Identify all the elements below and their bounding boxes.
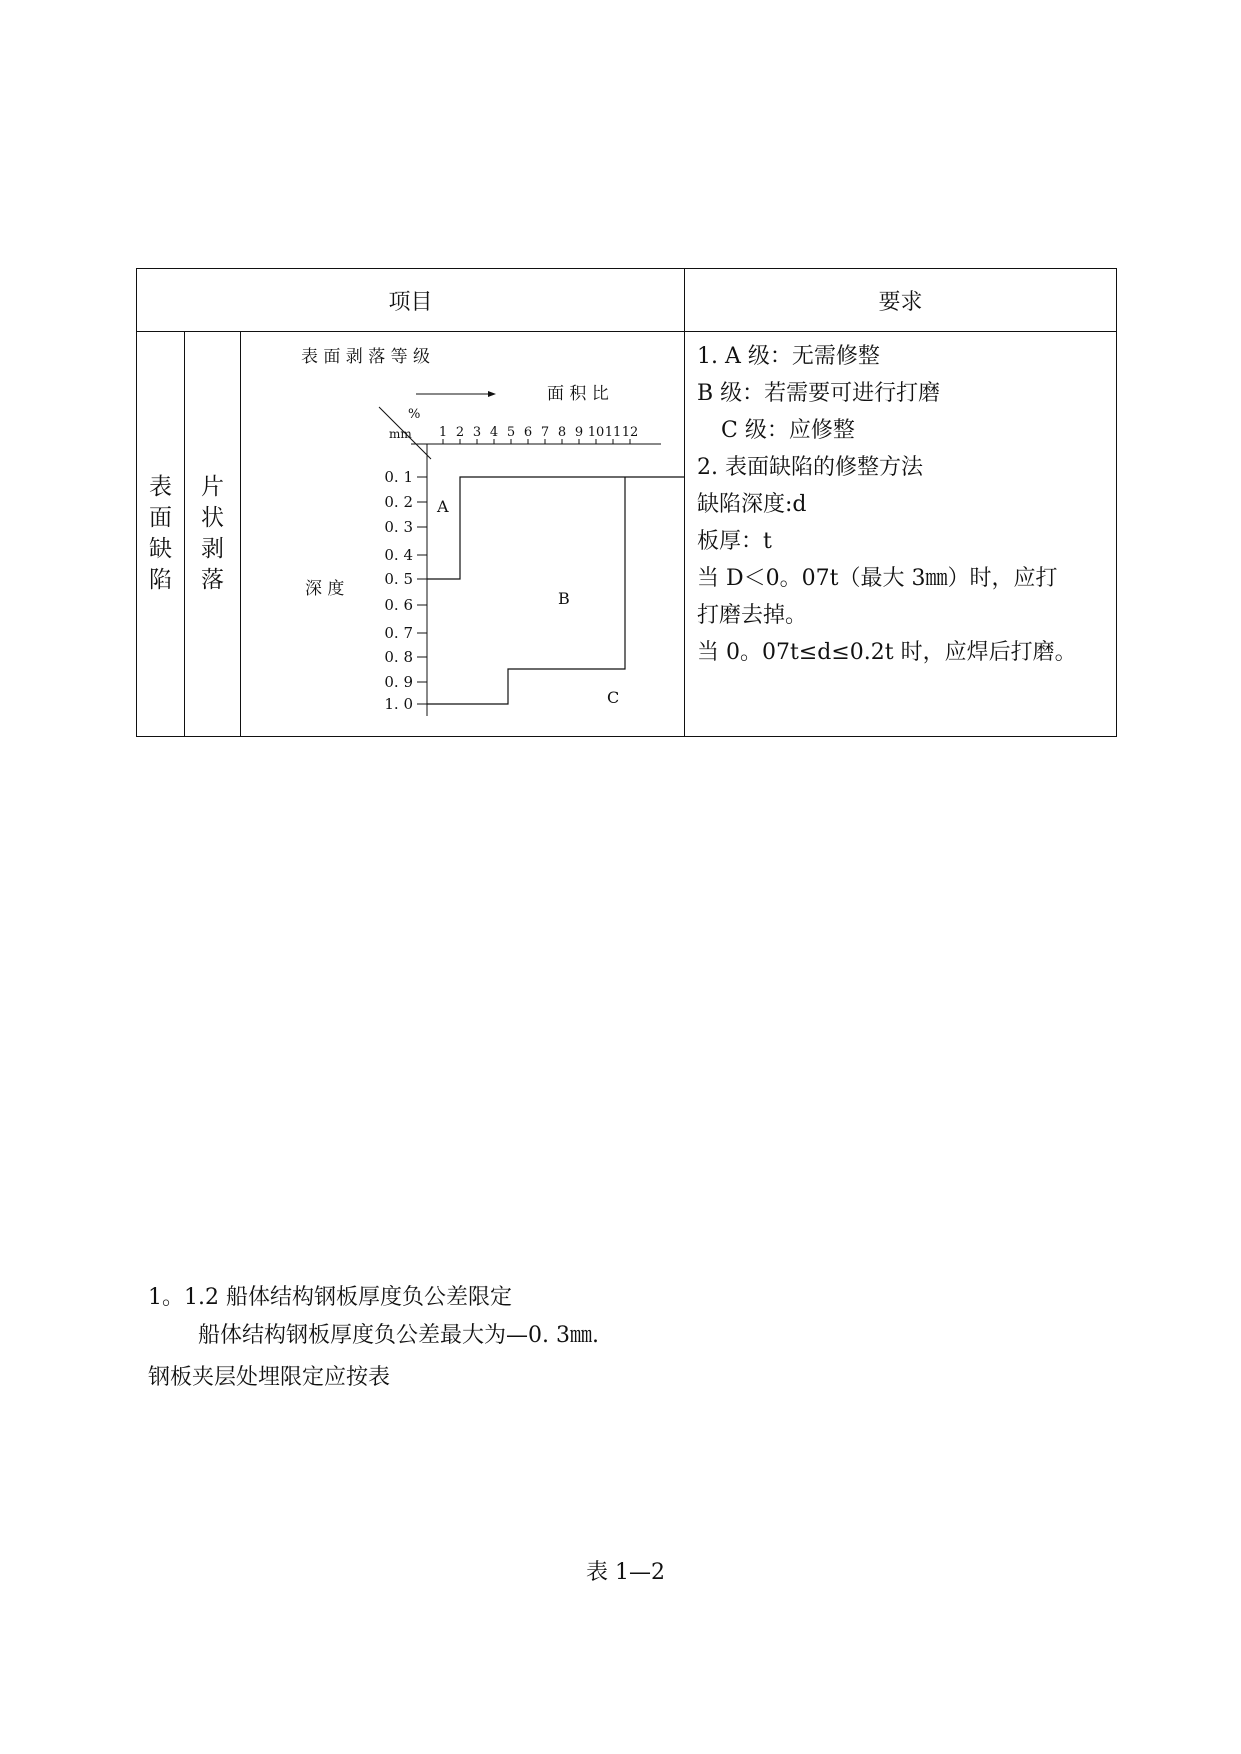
y-tick-labels [384, 468, 413, 713]
x-tick-label: 2 [455, 425, 465, 440]
requirements-cell [685, 332, 1117, 737]
subcategory-cell [185, 332, 241, 737]
requirement-line: 打磨去掉。 [697, 603, 808, 628]
x-tick-label: 7 [540, 425, 550, 440]
y-tick-label: 0. 8 [384, 648, 413, 666]
zone-label-a: A [437, 497, 449, 516]
section-heading: 1。1.2 船体结构钢板厚度负公差限定 [148, 1285, 512, 1310]
subcategory-char: 落 [201, 567, 224, 593]
zone-label-c: C [607, 688, 620, 707]
body-paragraph: 船体结构钢板厚度负公差最大为—0. 3㎜. [198, 1323, 599, 1348]
y-tick-label: 0. 4 [384, 546, 413, 564]
y-tick-label: 0. 6 [384, 596, 413, 614]
x-tick-label: 4 [489, 425, 499, 440]
x-tick-label: 6 [523, 425, 533, 440]
y-tick-label: 0. 5 [384, 570, 413, 588]
x-tick-labels [439, 425, 638, 440]
y-tick-marks [417, 477, 427, 704]
requirement-line: 2. 表面缺陷的修整方法 [697, 455, 923, 480]
zone-label-b: B [558, 589, 570, 608]
x-tick-label: 8 [557, 425, 567, 440]
x-tick-label: 9 [574, 425, 584, 440]
requirement-line: 当 0。07t≤d≤0.2t 时，应焊后打磨。 [697, 640, 1077, 665]
requirement-line: 1. A 级：无需修整 [697, 344, 880, 369]
unit-mm: mm [389, 427, 412, 441]
x-tick-label: 10 [587, 425, 605, 440]
defect-table [136, 268, 1117, 737]
diagram-title: 表 面 剥 落 等 级 [301, 347, 431, 367]
diagram-cell [241, 332, 685, 737]
x-tick-label: 1 [438, 425, 448, 440]
requirement-line: B 级：若需要可进行打磨 [697, 381, 941, 406]
subcategory-char: 剥 [201, 536, 224, 562]
subcategory-char: 状 [201, 505, 224, 531]
category-cell [137, 332, 185, 737]
x-tick-label: 11 [604, 425, 622, 440]
y-axis-title: 深 度 [305, 579, 345, 599]
subcategory-char: 片 [201, 474, 224, 500]
requirement-line: 当 D＜0。07t（最大 3㎜）时，应打 [697, 566, 1058, 591]
y-tick-label: 1. 0 [384, 695, 413, 713]
arrow-head-icon [488, 391, 496, 397]
header-item: 项目 [137, 269, 685, 332]
x-axis-title: 面 积 比 [547, 384, 609, 404]
x-tick-label: 12 [621, 425, 639, 440]
unit-percent: % [408, 407, 421, 422]
header-requirement: 要求 [685, 269, 1117, 332]
x-tick-label: 5 [506, 425, 516, 440]
category-char: 陷 [149, 567, 172, 593]
requirement-line: C 级：应修整 [721, 418, 855, 443]
boundary-a-b [427, 477, 685, 579]
category-char: 缺 [149, 536, 172, 562]
y-tick-label: 0. 3 [384, 518, 413, 536]
table-caption: 表 1—2 [586, 1560, 665, 1585]
requirement-line: 板厚：t [697, 529, 772, 554]
boundary-b-c [427, 477, 625, 704]
y-tick-label: 0. 9 [384, 673, 413, 691]
category-char: 面 [149, 505, 172, 531]
y-tick-label: 0. 7 [384, 624, 413, 642]
category-char: 表 [149, 474, 172, 500]
peeling-grade-diagram [241, 332, 685, 736]
body-paragraph: 钢板夹层处埋限定应按表 [148, 1365, 391, 1390]
y-tick-label: 0. 2 [384, 493, 413, 511]
x-tick-label: 3 [472, 425, 482, 440]
y-tick-label: 0. 1 [384, 468, 413, 486]
requirement-line: 缺陷深度:d [697, 492, 807, 517]
